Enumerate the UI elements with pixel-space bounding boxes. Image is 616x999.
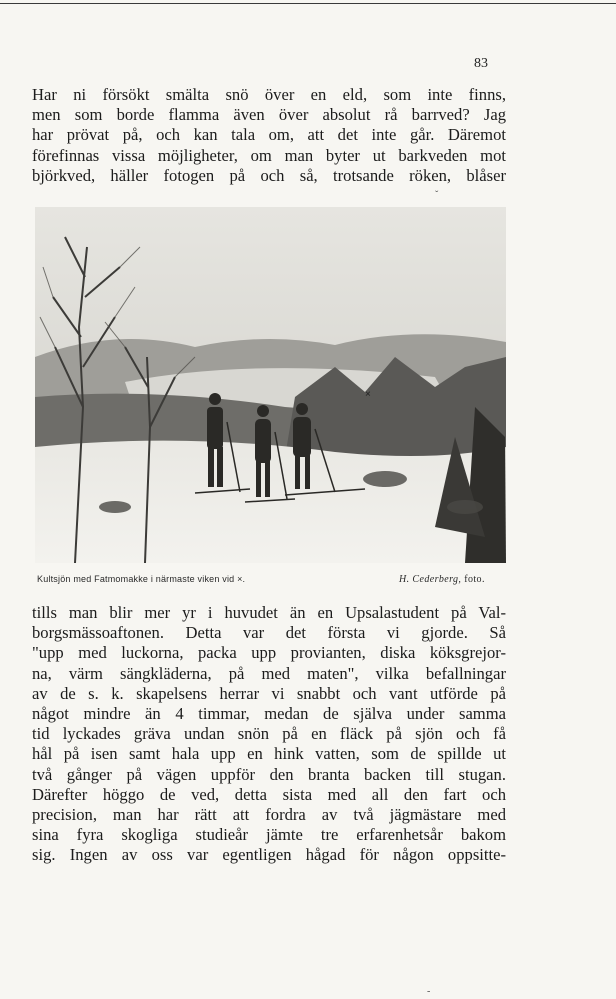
text-line: två gånger på vägen uppför den branta backen till stugan.: [32, 764, 506, 784]
photo-caption: Kultsjön med Fatmomakke i närmaste viken vid ×.: [37, 574, 246, 584]
photo-credit-suffix: foto.: [464, 574, 485, 585]
text-line: na, värm sängkläderna, på med maten", vilka befallningar: [32, 663, 506, 683]
print-speck: ˇ: [435, 190, 439, 201]
text-line: men som borde flamma även över absolut rå barrved? Jag: [32, 105, 506, 125]
photographer-name: H. Cederberg,: [399, 574, 462, 585]
print-speck: -: [427, 986, 431, 997]
text-line: något mindre än 4 timmar, medan de själva under samma: [32, 704, 506, 724]
top-rule: [0, 3, 616, 4]
text-line: hål på isen samt hala upp en hink vatten, som de spillde ut: [32, 744, 506, 764]
text-line: har prövat på, och kan tala om, att det inte går. Däremot: [32, 125, 506, 145]
svg-text:×: ×: [365, 389, 371, 400]
paragraph-1: [32, 85, 506, 186]
page-number: 83: [474, 56, 488, 71]
photograph-skiers-by-lake: [35, 207, 506, 563]
text-line: Därefter höggo de ved, detta sista med all den fart och: [32, 784, 506, 804]
text-line: björkved, häller fotogen på och så, trotsande röken, blåser: [32, 165, 506, 185]
text-line: tills man blir mer yr i huvudet än en Upsalastudent på Val-: [32, 603, 506, 622]
text-line: tid lyckades gräva undan snön på en fläck på sjön och få: [32, 724, 506, 744]
text-line: "upp med luckorna, packa upp provianten, diska köksgrejor-: [32, 643, 506, 663]
text-line: sig. Ingen av oss var egentligen hågad för någon oppsitte-: [32, 845, 506, 865]
text-line: Har ni försökt smälta snö över en eld, som inte finns,: [32, 85, 506, 104]
text-line: precision, man har rätt att fordra av två jägmästare med: [32, 805, 506, 825]
text-line: av de s. k. skapelsens herrar vi snabbt och vant utförde på: [32, 683, 506, 703]
photo-credit: [399, 574, 485, 585]
paragraph-2: [32, 603, 506, 866]
text-line: förefinnas vissa möjligheter, om man byter ut barkveden mot: [32, 145, 506, 165]
text-line: borgsmässoaftonen. Detta var det första vi gjorde. Så: [32, 623, 506, 643]
text-line: sina fyra skogliga studieår jämte tre erfarenhetsår bakom: [32, 825, 506, 845]
